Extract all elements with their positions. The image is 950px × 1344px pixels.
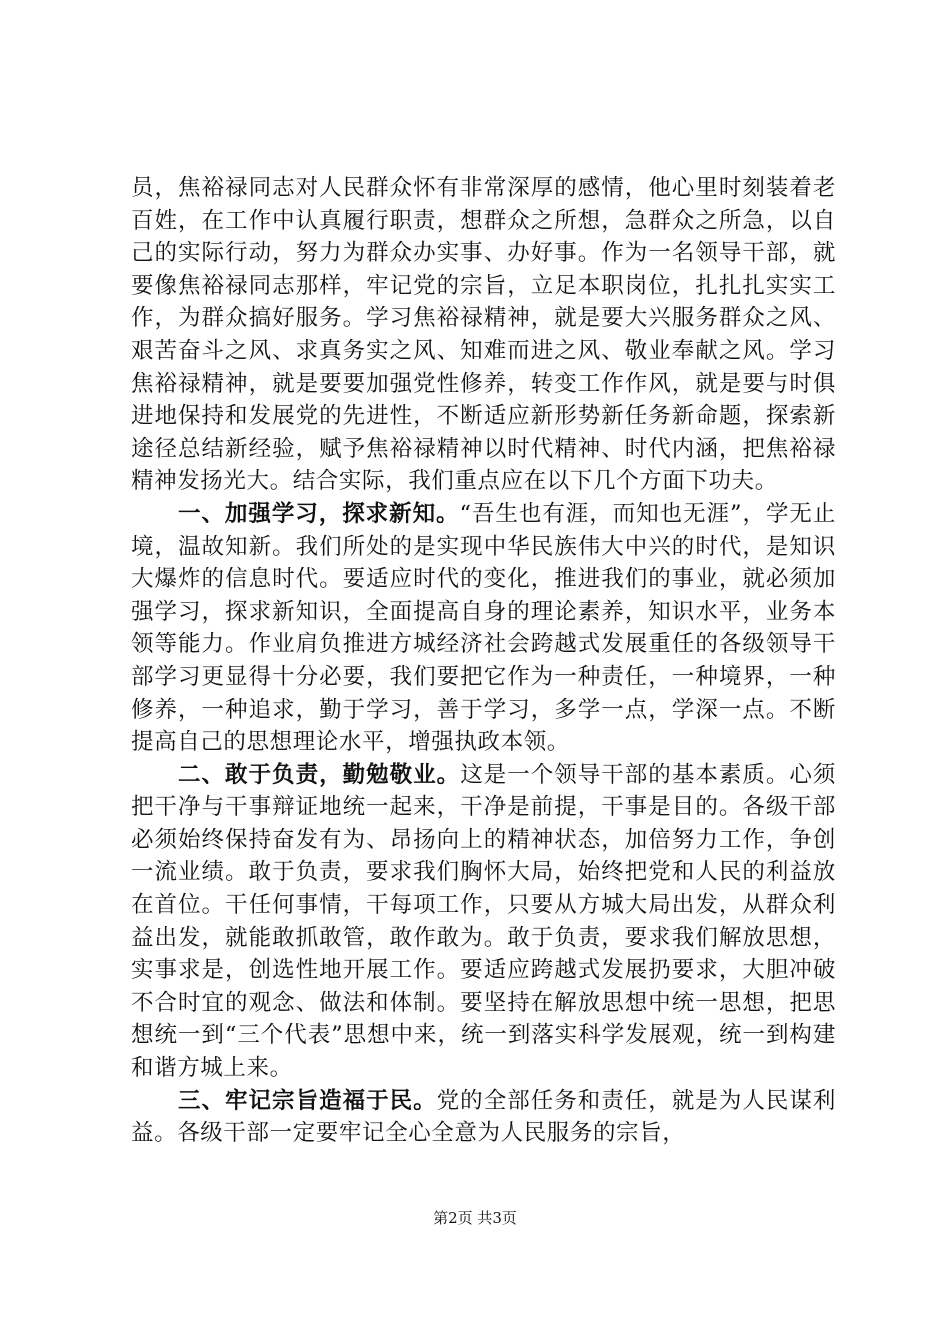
paragraph-text: “吾生也有涯，而知也无涯”，学无止境，温故知新。我们所处的是实现中华民族伟大中兴的时代，是知识大爆炸的信息时代。要适应时代的变化，推进我们的事业，就必须加强学习，探求新知识，全面提高自身的理论素养，知识水平，业务本领等能力。作业肩负推进方城经济社会跨越式发展重任的各级领导干部学习更显得十分必要，我们要把它作为一种责任，一种境界，一种修养，一种追求，勤于学习，善于学习，多学一点，学深一点。不断提高自己的思想理论水平，增强执政本领。 xyxy=(131,500,836,756)
paragraph-section-1 xyxy=(131,498,836,759)
section-heading-3: 三、牢记宗旨造福于民。 xyxy=(178,1087,437,1114)
paragraph-text: 党的全部任务和责任，就是为人民谋利益。各级干部一定要牢记全心全意为人民服务的宗旨， xyxy=(131,1087,837,1147)
paragraph-text: 这是一个领导干部的基本素质。心须把干净与干事辩证地统一起来，干净是前提，干事是目的。各级干部必须始终保持奋发有为、昂扬向上的精神状态，加倍努力工作，争创一流业绩。敢于负责，要求我们胸怀大局，始终把党和人民的利益放在首位。干任何事情，干每项工作，只要从方城大局出发，从群众利益出发，就能敢抓敢管，敢作敢为。敢于负责，要求我们解放思想，实事求是，创选性地开展工作。要适应跨越式发展扔要求，大胆冲破不合时宜的观念、做法和体制。要坚持在解放思想中统一思想，把思想统一到“三个代表”思想中来，统一到落实科学发展观，统一到构建和谐方城上来。 xyxy=(131,761,837,1082)
page-footer xyxy=(0,1208,950,1228)
paragraph-section-2 xyxy=(131,759,836,1085)
paragraph-text: 员，焦裕禄同志对人民群众怀有非常深厚的感情，他心里时刻装着老百姓，在工作中认真履行职责，想群众之所想，急群众之所急，以自己的实际行动，努力为群众办实事、办好事。作为一名领导干部，就要像焦裕禄同志那样，牢记党的宗旨，立足本职岗位，扎扎扎实实工作，为群众搞好服务。学习焦裕禄精神，就是要大兴服务群众之风、艰苦奋斗之风、求真务实之风、知难而进之风、敬业奉献之风。学习焦裕禄精神，就是要要加强党性修养，转变工作作风，就是要与时俱进地保持和发展党的先进性，不断适应新形势新任务新命题，探索新途径总结新经验，赋予焦裕禄精神以时代精神、时代内涵，把焦裕禄精神发扬光大。结合实际，我们重点应在以下几个方面下功夫。 xyxy=(131,175,836,495)
page-number: 第2页 共3页 xyxy=(433,1209,517,1227)
paragraph-intro-continuation xyxy=(131,172,836,498)
paragraph-section-3 xyxy=(131,1085,836,1150)
section-heading-2: 二、敢于负责，勤勉敬业。 xyxy=(178,761,461,788)
section-heading-1: 一、加强学习，探求新知。 xyxy=(178,500,460,527)
document-body xyxy=(131,172,836,1150)
